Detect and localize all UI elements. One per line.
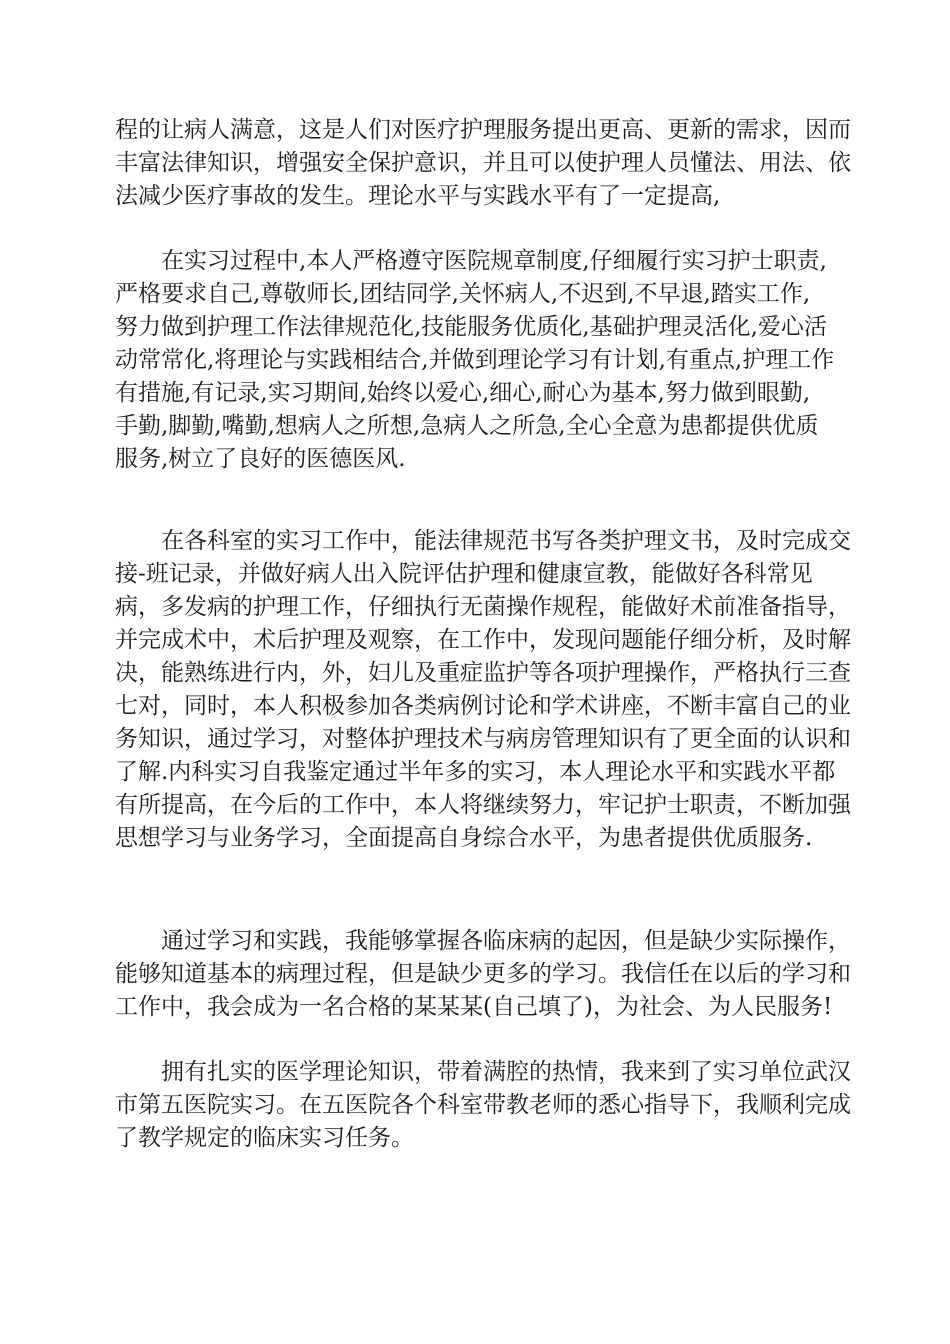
text-line: 思想学习与业务学习，全面提高自身综合水平，为患者提供优质服务. [115,825,813,851]
text-line: 法减少医疗事故的发生。理论水平与实践水平有了一定提高, [115,183,721,209]
paragraph-4 [115,925,851,1024]
text-line: 务知识，通过学习，对整体护理技术与病房管理知识有了更全面的认识和 [115,726,851,752]
text-line: 丰富法律知识，增强安全保护意识，并且可以使护理人员懂法、用法、依 [115,150,851,176]
text-line: 能够知道基本的病理过程，但是缺少更多的学习。我信任在以后的学习和 [115,961,851,987]
paragraph-2 [115,245,835,476]
text-line: 手勤,脚勤,嘴勤,想病人之所想,急病人之所急,全心全意为患都提供优质 [115,413,819,439]
text-line: 动常常化,将理论与实践相结合,并做到理论学习有计划,有重点,护理工作 [115,347,835,373]
text-line: 病，多发病的护理工作，仔细执行无菌操作规程，能做好术前准备指导， [115,594,851,620]
text-line: 通过学习和实践，我能够掌握各临床病的起因，但是缺少实际操作， [161,928,851,954]
text-line: 服务,树立了良好的医德医风. [115,446,406,472]
text-line: 严格要求自己,尊敬师长,团结同学,关怀病人,不迟到,不早退,踏实工作, [115,281,811,307]
text-line: 了解.内科实习自我鉴定通过半年多的实习，本人理论水平和实践水平都 [115,759,836,785]
text-line: 拥有扎实的医学理论知识，带着满腔的热情，我来到了实习单位武汉 [161,1059,851,1085]
text-line: 工作中，我会成为一名合格的某某某(自己填了)，为社会、为人民服务! [115,994,833,1020]
text-line: 市第五医院实习。在五医院各个科室带教老师的悉心指导下，我顺利完成 [115,1092,851,1118]
paragraph-5 [115,1056,851,1155]
text-line: 并完成术中，术后护理及观察，在工作中，发现问题能仔细分析，及时解 [115,627,851,653]
text-line: 决，能熟练进行内，外，妇儿及重症监护等各项护理操作，严格执行三查 [115,660,851,686]
text-line: 在实习过程中,本人严格遵守医院规章制度,仔细履行实习护士职责, [161,248,827,274]
text-line: 在各科室的实习工作中，能法律规范书写各类护理文书，及时完成交 [161,528,851,554]
text-line: 七对，同时，本人积极参加各类病例讨论和学术讲座，不断丰富自己的业 [115,693,851,719]
text-line: 努力做到护理工作法律规范化,技能服务优质化,基础护理灵活化,爱心活 [115,314,827,340]
text-line: 接-班记录，并做好病人出入院评估护理和健康宣教，能做好各科常见 [115,561,813,587]
paragraph-3 [115,525,851,855]
paragraph-1 [115,114,851,213]
text-line: 有措施,有记录,实习期间,始终以爱心,细心,耐心为基本,努力做到眼勤, [115,380,811,406]
text-line: 了教学规定的临床实习任务。 [115,1125,414,1151]
text-line: 有所提高，在今后的工作中，本人将继续努力，牢记护士职责，不断加强 [115,792,851,818]
text-line: 程的让病人满意，这是人们对医疗护理服务提出更高、更新的需求，因而 [115,117,851,143]
